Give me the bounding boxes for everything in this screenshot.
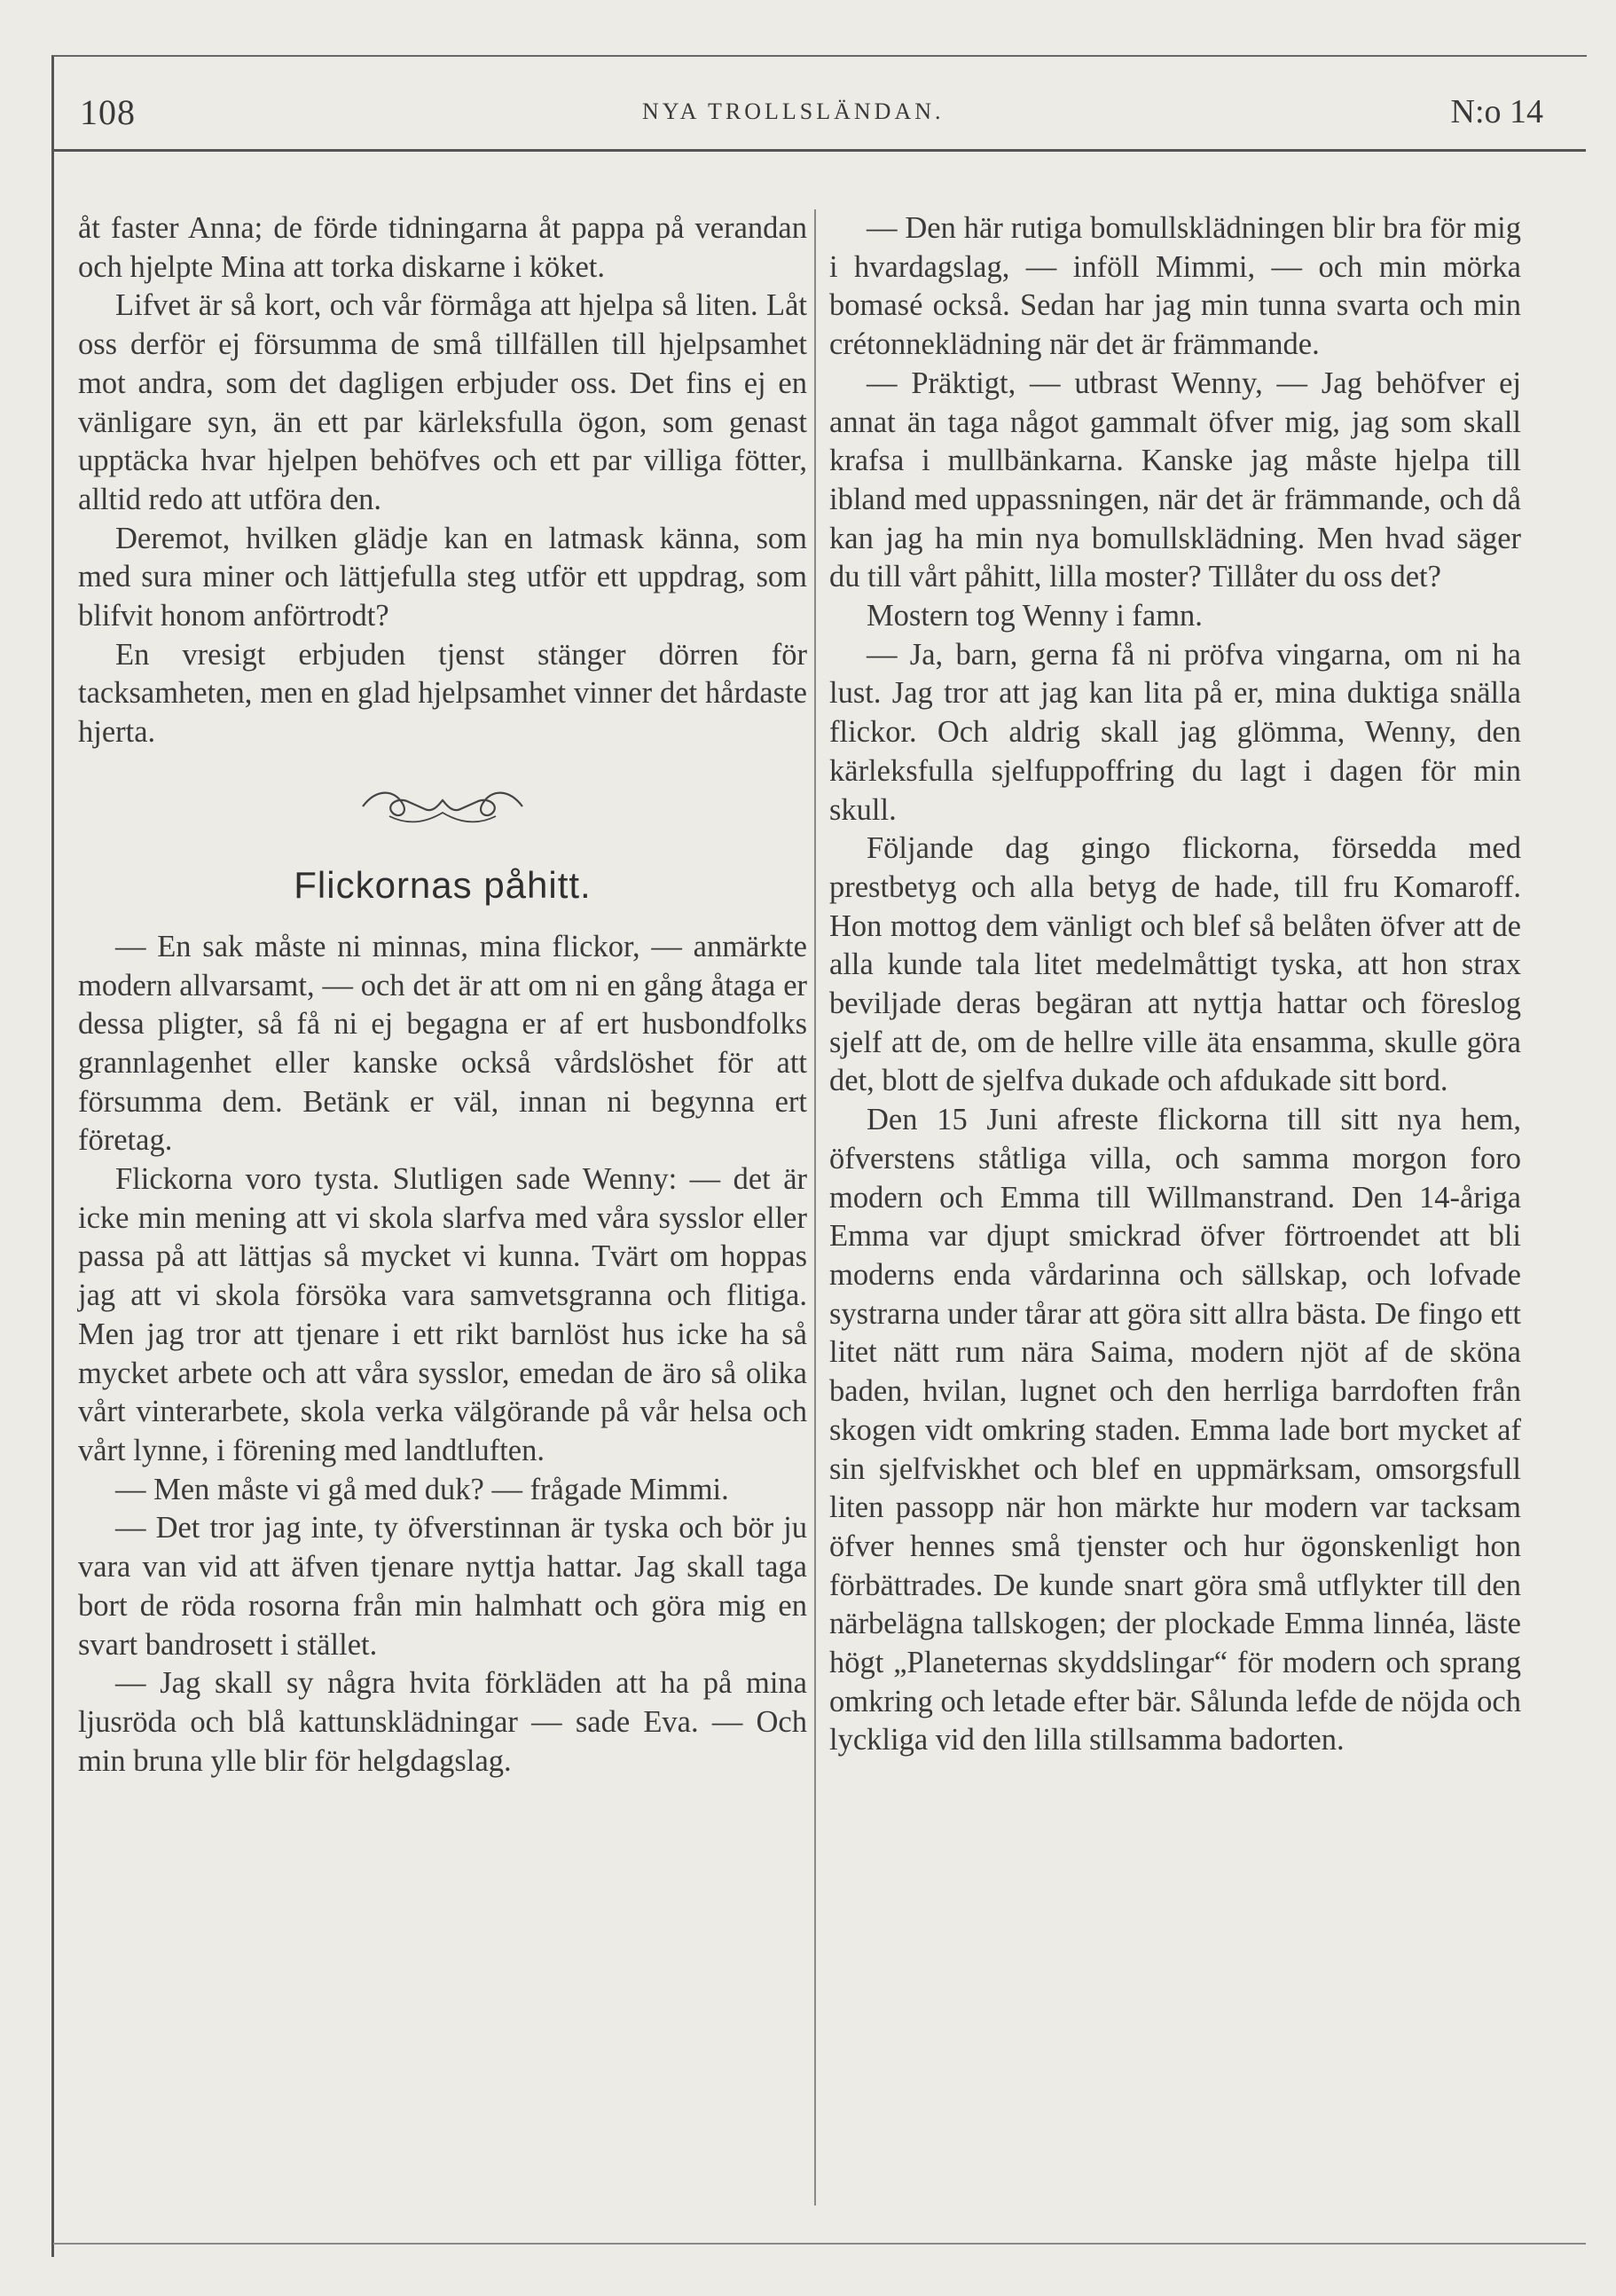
header-rule xyxy=(53,149,1586,152)
paragraph: Deremot, hvilken glädje kan en latmask känna, som med sura miner och lättjefulla steg utför ett uppdrag, som blifvit honom anförtrodt? xyxy=(78,521,807,633)
ornament-flourish xyxy=(78,775,807,837)
column-divider xyxy=(814,209,816,2206)
right-column xyxy=(829,209,1521,1760)
paragraph: En vresigt erbjuden tjenst stänger dörren för tacksamheten, men en glad hjelpsamhet vinner det hårdaste hjerta. xyxy=(78,637,807,750)
paragraph: Följande dag gingo flickorna, försedda med prestbetyg och alla betyg de hade, till fru Komaroff. Hon mottog dem vänligt och blef så belåten öfver att de alla kunde tala litet medelmåttigt tyska, att hon strax beviljade deras begäran att nyttja hattar och föreslog sjelf att de, om de hellre ville äta ensamma, skulle göra det, blott de sjelfva dukade och afdukade sitt bord. xyxy=(829,831,1521,1098)
paragraph: Flickorna voro tysta. Slutligen sade Wenny: — det är icke min mening att vi skola slarfva med våra sysslor eller passa på att lättjas så mycket vi kunna. Tvärt om hoppas jag att vi skola försöka vara samvetsgranna och flitiga. Men jag tror att tjenare i ett rikt barnlöst hus icke ha så mycket arbete och att våra sysslor, emedan de äro så olika vårt vinterarbete, skola verka välgörande på vår helsa och vårt lynne, i förening med landtluften. xyxy=(78,1162,807,1467)
issue-number: N:o 14 xyxy=(1450,93,1543,130)
left-column xyxy=(78,209,807,1781)
paragraph: Lifvet är så kort, och vår förmåga att hjelpa så liten. Låt oss derför ej försumma de små tillfällen till hjelpsamhet mot andra, som det dagligen erbjuder oss. Det fins ej en vänligare syn, än ett par kärleksfulla ögon, som genast upptäcka hvar hjelpen behöfves och ett par villiga fötter, alltid redo att utföra den. xyxy=(78,288,807,516)
bottom-rule xyxy=(53,2243,1586,2245)
paragraph: Den 15 Juni afreste flickorna till sitt nya hem, öfverstens ståtliga villa, och samma morgon foro modern och Emma till Willmanstrand. Den 14-åriga Emma var djupt smickrad öfver förtroendet att bli moderns enda vårdarinna och sällskap, och lofvade systrarna under tårar att göra sitt allra bästa. De fingo ett litet nätt rum nära Saima, modern njöt af de sköna baden, hvilan, lugnet och den herrliga barrdoften från skogen vidt omkring staden. Emma lade bort mycket af sin sjelfviskhet och blef en uppmärksam, omsorgsfull liten passopp när hon märkte hur modern var tacksam öfver hennes små tjenster och hur ögonskenligt hon förbättrades. De kunde snart göra små utflykter till den närbelägna tallskogen; der plockade Emma linnéa, läste högt „Planeternas skyddslingar“ för modern och sprang omkring och letade efter bär. Sålunda lefde de nöjda och lyckliga vid den lilla stillsamma badorten. xyxy=(829,1103,1521,1757)
paragraph: åt faster Anna; de förde tidningarna åt pappa på verandan och hjelpte Mina att torka diskarne i köket. xyxy=(78,211,807,284)
paragraph: Mostern tog Wenny i famn. xyxy=(867,599,1203,633)
paragraph: — Men måste vi gå med duk? — frågade Mimmi. xyxy=(115,1472,729,1506)
paragraph: — Präktigt, — utbrast Wenny, — Jag behöfver ej annat än taga något gammalt öfver mig, jag som skall krafsa i mullbänkarna. Kanske jag måste hjelpa till ibland med uppassningen, när det är främmande, och då kan jag ha min nya bomullsklädning. Men hvad säger du till vårt påhitt, lilla moster? Tillåter du oss det? xyxy=(829,366,1521,594)
page-number: 108 xyxy=(80,91,136,132)
paragraph: — Ja, barn, gerna få ni pröfva vingarna, om ni ha lust. Jag tror att jag kan lita på er, mina duktiga snälla flickor. Och aldrig skall jag glömma, Wenny, den kärleksfulla sjelfuppoffring du lagt i dagen för min skull. xyxy=(829,637,1521,827)
paragraph: — Den här rutiga bomullsklädningen blir bra för mig i hvardagslag, — inföll Mimmi, — och min mörka bomasé också. Sedan har jag min tunna svarta och min crétonneklädning när det är främmande. xyxy=(829,211,1521,362)
flourish-icon xyxy=(354,784,531,829)
paragraph: — Det tror jag inte, ty öfverstinnan är tyska och bör ju vara van vid att äfven tjenare nyttja hattar. Jag skall taga bort de röda rosorna från min halmhatt och göra mig en svart bandrosett i stället. xyxy=(78,1511,807,1662)
paragraph: — En sak måste ni minnas, mina flickor, — anmärkte modern allvarsamt, — och det är att om ni en gång åtaga er dessa pligter, så få ni ej begagna er af ert husbondfolks grannlagenhet eller kanske också vårdslöshet för att försumma dem. Betänk er väl, innan ni begynna ert företag. xyxy=(78,929,807,1158)
paragraph: — Jag skall sy några hvita förkläden att ha på mina ljusröda och blå kattunsklädningar — sade Eva. — Och min bruna ylle blir för helgdagslag. xyxy=(78,1666,807,1778)
page-header xyxy=(80,85,1543,138)
journal-title: NYA TROLLSLÄNDAN. xyxy=(641,98,945,124)
article-title: Flickornas påhitt. xyxy=(294,863,592,906)
